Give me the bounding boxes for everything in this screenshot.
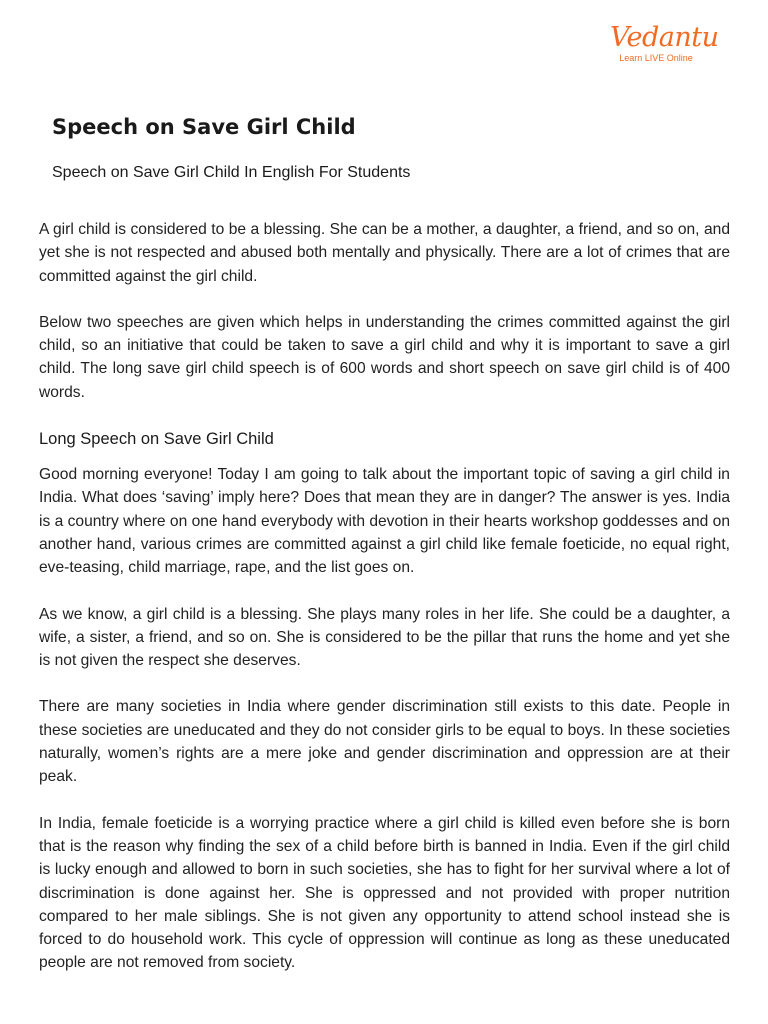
page-title: Speech on Save Girl Child [52,115,356,139]
vedantu-logo [610,22,719,63]
speech-paragraph-1: Good morning everyone! Today I am going to talk about the important topic of saving a girl child in India. What does ‘saving’ imply here? Does that mean they are in danger? The answer is yes. India is a country where on one hand everybody with devotion in their hearts workshop goddesses and on another hand, various crimes are committed against a girl child like female foeticide, no equal right, eve-teasing, child marriage, rape, and the list goes on. [39,466,730,577]
logo-tagline: Learn LIVE Online [619,53,693,63]
document-body [39,218,730,998]
logo-wordmark: Vedantu [610,22,719,53]
intro-paragraph-2: Below two speeches are given which helps in understanding the crimes committed against the girl child, so an initiative that could be taken to save a girl child and why it is important to save a girl child. The long save girl child speech is of 600 words and short speech on save girl child is of 400 words. [39,313,730,401]
intro-paragraph-1: A girl child is considered to be a blessing. She can be a mother, a daughter, a friend, and so on, and yet she is not respected and abused both mentally and physically. There are a lot of crimes that are committed against the girl child. [39,221,730,285]
speech-paragraph-2: As we know, a girl child is a blessing. She plays many roles in her life. She could be a daughter, a wife, a sister, a friend, and so on. She is considered to be the pillar that runs the home and yet she is not given the respect she deserves. [39,605,730,670]
section-heading: Long Speech on Save Girl Child [39,430,274,449]
speech-paragraph-3: There are many societies in India where gender discrimination still exists to this date. People in these societies are uneducated and they do not consider girls to be equal to boys. In these societies naturally, women’s rights are a mere joke and gender discrimination and oppression are at their peak. [39,698,730,786]
page-subtitle: Speech on Save Girl Child In English For Students [52,164,411,181]
speech-paragraph-4: In India, female foeticide is a worrying practice where a girl child is killed even before she is born that is the reason why finding the sex of a child before birth is banned in India. Even if the girl child is lucky enough and allowed to born in such societies, she has to fight for her survival where a lot of discrimination is done against her. She is oppressed and not provided with proper nutrition compared to her male siblings. She is not given any opportunity to attend school instead she is forced to do household work. This cycle of oppression will continue as long as these uneducated people are not removed from society. [39,814,730,972]
